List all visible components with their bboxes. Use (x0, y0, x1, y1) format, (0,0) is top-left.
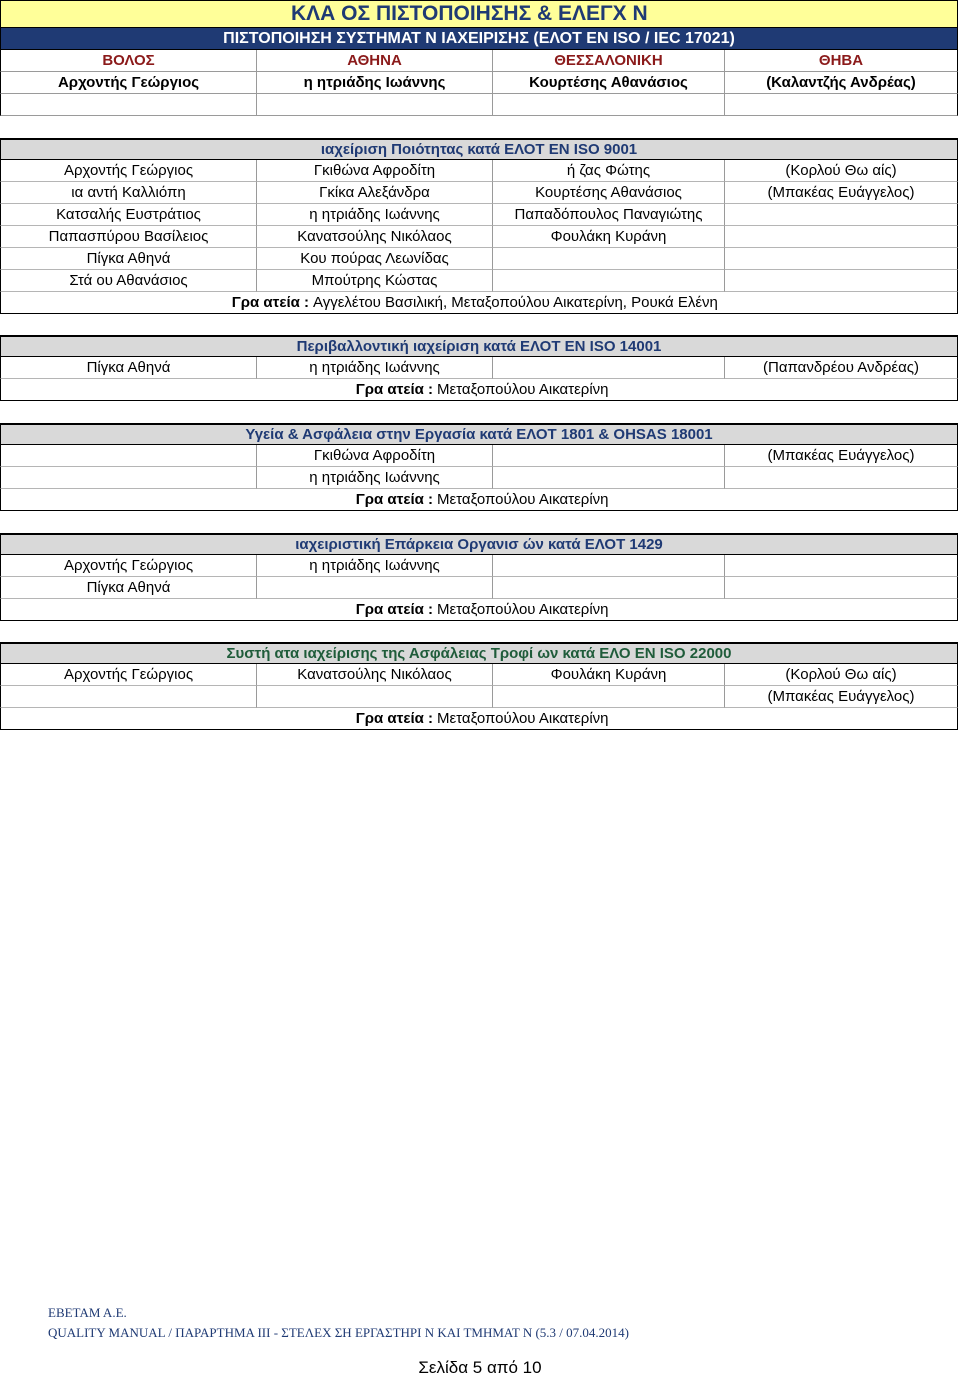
table-row (0, 182, 958, 204)
person-cell (493, 270, 725, 292)
person-cell: Φουλάκη Κυράνη (493, 226, 725, 248)
person-cell: η ητριάδης Ιωάννης (257, 204, 493, 226)
empty-cell (257, 94, 493, 116)
city-row (0, 50, 958, 72)
person-cell: (Παπανδρέου Ανδρέας) (725, 357, 958, 379)
heads-row (0, 72, 958, 94)
section-title-elot1429: ιαχειριστική Επάρκεια Οργανισ ών κατά ΕΛΟΤ 1429 (0, 533, 958, 555)
person-cell: ή ζας Φώτης (493, 160, 725, 182)
secretariat-value: Μεταξοπούλου Αικατερίνη (437, 710, 609, 727)
person-cell: η ητριάδης Ιωάννης (257, 555, 493, 577)
table-row (0, 467, 958, 489)
person-cell: η ητριάδης Ιωάννης (257, 467, 493, 489)
person-cell: Στά ου Αθανάσιος (0, 270, 257, 292)
page-title: ΚΛΑ ΟΣ ΠΙΣΤΟΠΟΙΗΣΗΣ & ΕΛΕΓΧ Ν (0, 0, 958, 28)
person-cell (725, 577, 958, 599)
person-cell: Αρχοντής Γεώργιος (0, 160, 257, 182)
secretariat-label: Γρα ατεία : (355, 710, 433, 727)
person-cell (725, 467, 958, 489)
table-row (0, 445, 958, 467)
empty-cell (0, 94, 257, 116)
person-cell: Γκιθώνα Αφροδίτη (257, 160, 493, 182)
person-cell: Παπασπύρου Βασίλειος (0, 226, 257, 248)
person-cell: (Μπακέας Ευάγγελος) (725, 182, 958, 204)
person-cell (0, 686, 257, 708)
head-name: (Καλαντζής Ανδρέας) (725, 72, 958, 94)
table-row (0, 555, 958, 577)
page-subtitle: ΠΙΣΤΟΠΟΙΗΣΗ ΣΥΣΤΗΜΑΤ Ν ΙΑΧΕΙΡΙΣΗΣ (ΕΛΟΤ ΕΝ ISO / IEC 17021) (0, 28, 958, 50)
table-row (0, 160, 958, 182)
secretariat-label: Γρα ατεία : (355, 491, 433, 508)
person-cell: Αρχοντής Γεώργιος (0, 555, 257, 577)
section-title-ohsas18001: Υγεία & Ασφάλεια στην Εργασία κατά ΕΛΟΤ 1801 & OHSAS 18001 (0, 423, 958, 445)
person-cell (725, 248, 958, 270)
person-cell: Κατσαλής Ευστράτιος (0, 204, 257, 226)
secretariat-row (0, 599, 958, 621)
person-cell (0, 467, 257, 489)
person-cell (493, 357, 725, 379)
person-cell: (Μπακέας Ευάγγελος) (725, 686, 958, 708)
person-cell (0, 445, 257, 467)
person-cell: Πίγκα Αθηνά (0, 357, 257, 379)
person-cell: (Μπακέας Ευάγγελος) (725, 445, 958, 467)
empty-row (0, 94, 958, 116)
city-athens: ΑΘΗΝΑ (257, 50, 493, 72)
page-number: Σελίδα 5 από 10 (418, 1358, 542, 1377)
person-cell: (Κορλού Θω αίς) (725, 664, 958, 686)
person-cell (257, 577, 493, 599)
person-cell: Κου πούρας Λεωνίδας (257, 248, 493, 270)
person-cell (725, 226, 958, 248)
table-row (0, 270, 958, 292)
person-cell: (Κορλού Θω αίς) (725, 160, 958, 182)
footer-manual: QUALITY MANUAL / ΠΑΡΑΡΤΗΜΑ ΙΙΙ - ΣΤΕΛΕΧ ΣΗ ΕΡΓΑΣΤΗΡΙ Ν ΚΑΙ ΤΜΗΜΑΤ Ν (5.3 / 07.04.2014) (48, 1325, 629, 1340)
city-thiva: ΘΗΒΑ (725, 50, 958, 72)
empty-cell (493, 94, 725, 116)
person-cell: Γκίκα Αλεξάνδρα (257, 182, 493, 204)
secretariat-label: Γρα ατεία : (355, 601, 433, 618)
table-row (0, 226, 958, 248)
empty-cell (725, 94, 958, 116)
person-cell: η ητριάδης Ιωάννης (257, 357, 493, 379)
table-row (0, 664, 958, 686)
person-cell: Κουρτέσης Αθανάσιος (493, 182, 725, 204)
secretariat-row (0, 292, 958, 314)
secretariat-value: Μεταξοπούλου Αικατερίνη (437, 601, 609, 618)
person-cell (493, 555, 725, 577)
person-cell (725, 204, 958, 226)
person-cell (493, 467, 725, 489)
secretariat-label: Γρα ατεία : (355, 381, 433, 398)
person-cell: Αρχοντής Γεώργιος (0, 664, 257, 686)
section-title-iso9001: ιαχείριση Ποιότητας κατά ΕΛΟΤ ΕΝ ISO 9001 (0, 138, 958, 160)
person-cell (257, 686, 493, 708)
person-cell (493, 577, 725, 599)
person-cell (493, 445, 725, 467)
person-cell: ια αντή Καλλιόπη (0, 182, 257, 204)
secretariat-value: Μεταξοπούλου Αικατερίνη (437, 381, 609, 398)
table-row (0, 577, 958, 599)
table-row (0, 357, 958, 379)
person-cell: Κανατσούλης Νικόλαος (257, 664, 493, 686)
person-cell: Γκιθώνα Αφροδίτη (257, 445, 493, 467)
person-cell: Μπούτρης Κώστας (257, 270, 493, 292)
person-cell (725, 270, 958, 292)
secretariat-row (0, 708, 958, 730)
secretariat-label: Γρα ατεία : (231, 294, 309, 311)
person-cell: Παπαδόπουλος Παναγιώτης (493, 204, 725, 226)
section-title-iso14001: Περιβαλλοντική ιαχείριση κατά ΕΛΟΤ ΕΝ ISO 14001 (0, 335, 958, 357)
person-cell (493, 248, 725, 270)
secretariat-row (0, 379, 958, 401)
section-title-iso22000: Συστή ατα ιαχείρισης της Ασφάλειας Τροφί ων κατά ΕΛΟ ΕΝ ISO 22000 (0, 642, 958, 664)
table-row (0, 204, 958, 226)
secretariat-value: Αγγελέτου Βασιλική, Μεταξοπούλου Αικατερίνη, Ρουκά Ελένη (313, 294, 718, 311)
secretariat-value: Μεταξοπούλου Αικατερίνη (437, 491, 609, 508)
footer-company: ΕΒΕΤΑΜ Α.Ε. (48, 1305, 127, 1320)
person-cell: Φουλάκη Κυράνη (493, 664, 725, 686)
table-row (0, 248, 958, 270)
person-cell (725, 555, 958, 577)
person-cell: Πίγκα Αθηνά (0, 577, 257, 599)
head-name: η ητριάδης Ιωάννης (257, 72, 493, 94)
table-row (0, 686, 958, 708)
city-thessaloniki: ΘΕΣΣΑΛΟΝΙΚΗ (493, 50, 725, 72)
person-cell: Κανατσούλης Νικόλαος (257, 226, 493, 248)
head-name: Κουρτέσης Αθανάσιος (493, 72, 725, 94)
city-volos: ΒΟΛΟΣ (0, 50, 257, 72)
person-cell: Πίγκα Αθηνά (0, 248, 257, 270)
secretariat-row (0, 489, 958, 511)
head-name: Αρχοντής Γεώργιος (0, 72, 257, 94)
person-cell (493, 686, 725, 708)
